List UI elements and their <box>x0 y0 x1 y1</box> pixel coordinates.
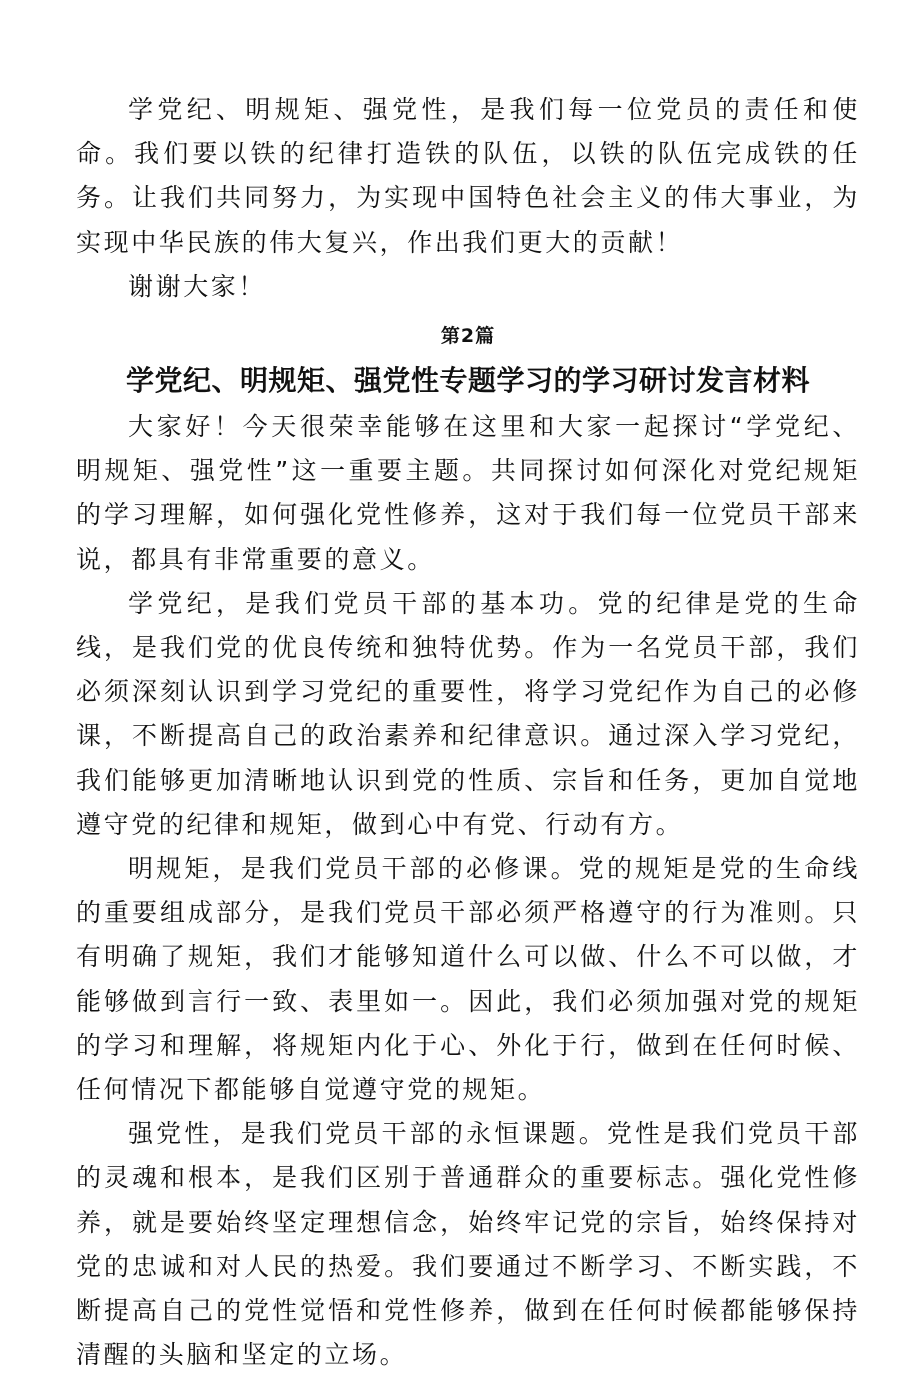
document-content <box>76 88 860 1377</box>
section-title: 学党纪、明规矩、强党性专题学习的学习研讨发言材料 <box>125 364 810 398</box>
intro-paragraph-thanks: 谢谢大家！ <box>128 271 267 301</box>
body-paragraph-qiangdangxing: 强党性，是我们党员干部的永恒课题。党性是我们党员干部的灵魂和根本，是我们区别于普通群众的重要标志。强化党性修养，就是要始终坚定理想信念，始终牢记党的宗旨，始终保持对党的忠诚和对人民的热爱。我们要通过不断学习、不断实践，不断提高自己的党性觉悟和党性修养，做到在任何时候都能够保持清醒的头脑和坚定的立场。 <box>76 1119 860 1370</box>
body-paragraph-xuedangji: 学党纪，是我们党员干部的基本功。党的纪律是党的生命线，是我们党的优良传统和独特优势。作为一名党员干部，我们必须深刻认识到学习党纪的重要性，将学习党纪作为自己的必修课，不断提高自己的政治素养和纪律意识。通过深入学习党纪，我们能够更加清晰地认识到党的性质、宗旨和任务，更加自觉地遵守党的纪律和规矩，做到心中有党、行动有方。 <box>76 588 860 839</box>
chapter-label: 第2篇 <box>440 325 496 348</box>
intro-paragraph-closing: 学党纪、明规矩、强党性，是我们每一位党员的责任和使命。我们要以铁的纪律打造铁的队伍，以铁的队伍完成铁的任务。让我们共同努力，为实现中国特色社会主义的伟大事业，为实现中华民族的伟大复兴，作出我们更大的贡献！ <box>76 95 860 257</box>
body-paragraph-greeting: 大家好！今天很荣幸能够在这里和大家一起探讨“学党纪、明规矩、强党性”这一重要主题。共同探讨如何深化对党纪规矩的学习理解，如何强化党性修养，这对于我们每一位党员干部来说，都具有非常重要的意义。 <box>76 412 860 574</box>
body-paragraph-mingguiju: 明规矩，是我们党员干部的必修课。党的规矩是党的生命线的重要组成部分，是我们党员干部必须严格遵守的行为准则。只有明确了规矩，我们才能够知道什么可以做、什么不可以做，才能够做到言行一致、表里如一。因此，我们必须加强对党的规矩的学习和理解，将规矩内化于心、外化于行，做到在任何时候、任何情况下都能够自觉遵守党的规矩。 <box>76 854 860 1105</box>
